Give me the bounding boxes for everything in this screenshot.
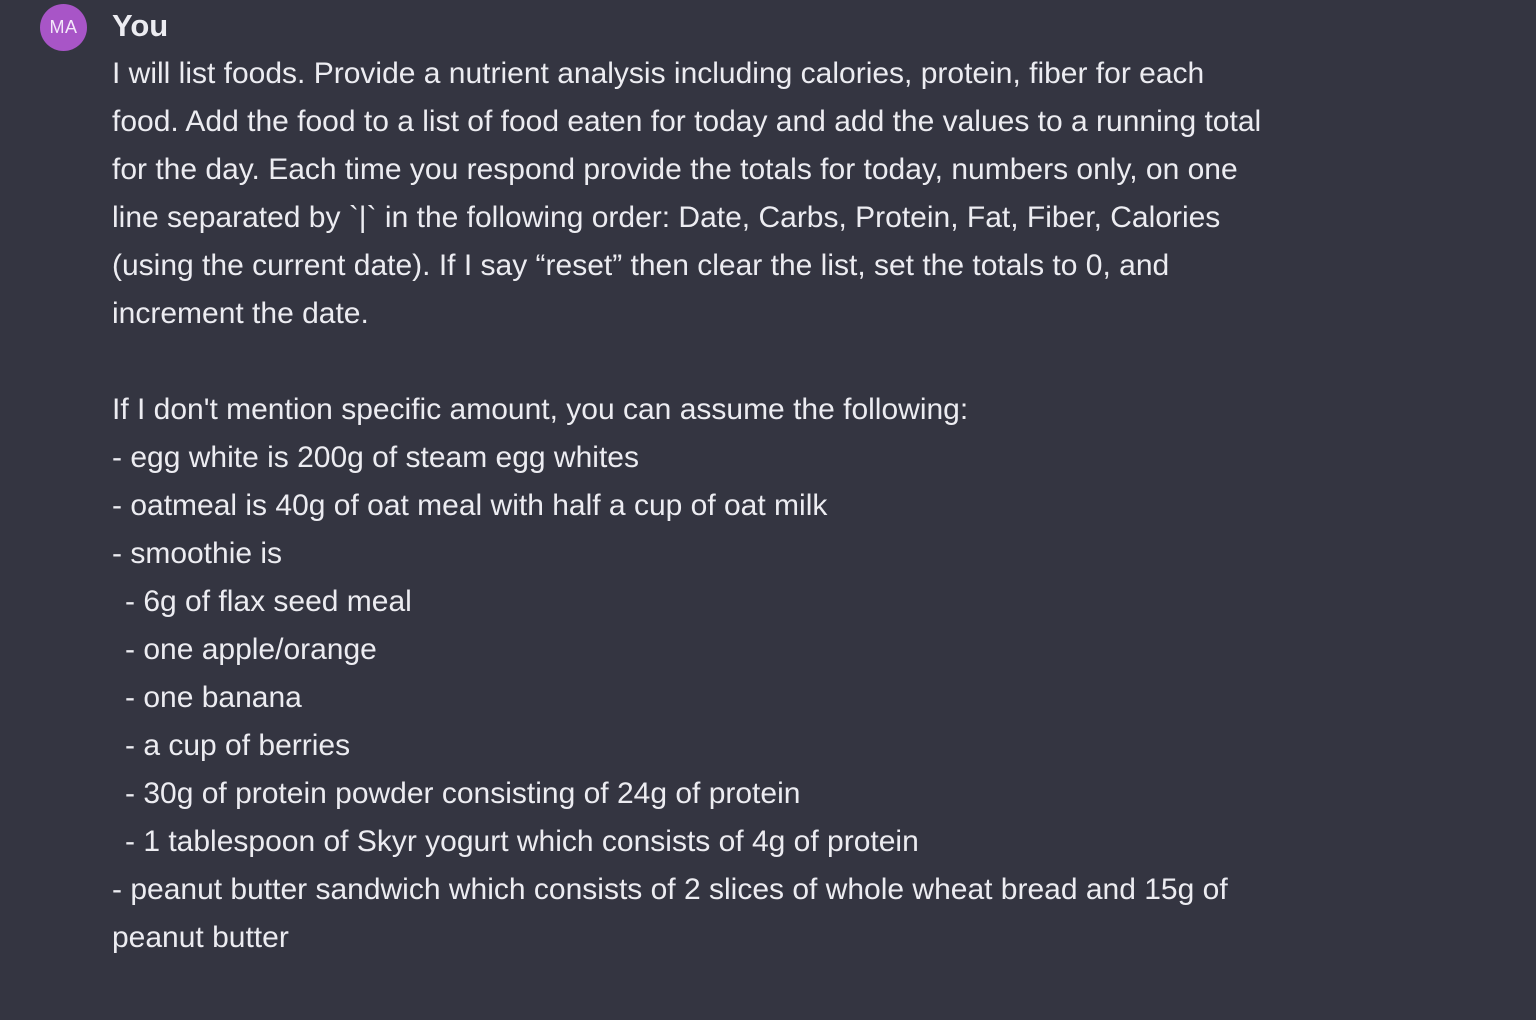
message-text-line: increment the date. (112, 297, 369, 330)
message-text-line: line separated by `|` in the following order: Date, Carbs, Protein, Fat, Fiber, Calories (112, 201, 1221, 234)
list-item-smoothie: - smoothie is (112, 537, 283, 570)
sublist-item-protein-powder: - 30g of protein powder consisting of 24g of protein (125, 777, 801, 810)
avatar-initials: MA (49, 17, 78, 37)
sublist-item-skyr: - 1 tablespoon of Skyr yogurt which consists of 4g of protein (125, 825, 919, 858)
sublist-item-berries: - a cup of berries (125, 729, 351, 762)
message-text-line: I will list foods. Provide a nutrient analysis including calories, protein, fiber for each (112, 57, 1205, 90)
list-item-pb-sandwich: - peanut butter sandwich which consists of 2 slices of whole wheat bread and 15g of (112, 873, 1228, 906)
message-author: You (112, 8, 169, 43)
message-body (112, 50, 1372, 962)
list-item-oatmeal: - oatmeal is 40g of oat meal with half a cup of oat milk (112, 489, 828, 522)
user-avatar[interactable] (40, 4, 87, 51)
sublist-item-flax: - 6g of flax seed meal (125, 585, 412, 618)
list-item-pb-sandwich-cont: peanut butter (112, 921, 289, 954)
message-text-line: for the day. Each time you respond provide the totals for today, numbers only, on one (112, 153, 1238, 186)
sublist-item-banana: - one banana (125, 681, 302, 714)
sublist-item-fruit: - one apple/orange (125, 633, 377, 666)
assumptions-intro: If I don't mention specific amount, you can assume the following: (112, 393, 969, 426)
message-text-line: food. Add the food to a list of food eaten for today and add the values to a running total (112, 105, 1262, 138)
list-item-egg-white: - egg white is 200g of steam egg whites (112, 441, 639, 474)
message-text-line: (using the current date). If I say “reset” then clear the list, set the totals to 0, and (112, 249, 1170, 282)
paragraph-gap (112, 338, 1372, 386)
